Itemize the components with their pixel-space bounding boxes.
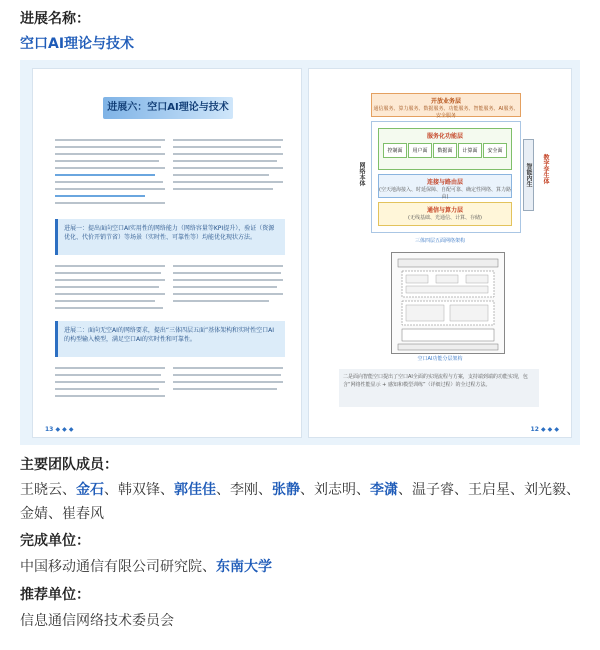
progress-title[interactable]: 空口AI理论与技术 (20, 36, 135, 52)
unit: 中国移动通信有限公司研究院 (20, 559, 202, 575)
left-heading: 进展六：空口AI理论与技术 (103, 97, 233, 119)
caption-function: 空口AI功能分层架构 (417, 356, 463, 362)
recommend-label: 推荐单位： (20, 587, 90, 603)
left-page (32, 68, 302, 438)
arch-control-plane: 控制面 (383, 143, 407, 158)
member-link[interactable]: 金石 (76, 482, 104, 498)
unit-link[interactable]: 东南大学 (216, 559, 272, 575)
member: 温子睿 (412, 482, 454, 498)
recommend-unit: 信息通信网络技术委员会 (20, 613, 174, 629)
member: 刘志明 (314, 482, 356, 498)
member: 金婧 (20, 506, 48, 522)
arch-infra-layer: 通信与算力层 (无线基础、光通信、计算、存储) (378, 202, 512, 226)
team-label: 主要团队成员： (20, 457, 118, 473)
progress-label: 进展名称： (20, 11, 90, 27)
arch-side-network: 网络本体 (358, 162, 365, 186)
member-link[interactable]: 张静 (272, 482, 300, 498)
right-page-note: 二是面向智能空口提出了空口AI全面的实现流程与方案，支持端到端的功能实现，包含“网络性能显示 + 感知和模型训练”（详细过程）的全过程方法。 (339, 369, 539, 407)
member: 王启星 (468, 482, 510, 498)
left-page-number: 13 ◆ ◆ ◆ (45, 426, 74, 433)
arch-open-service-layer: 开放业务层 通信服务、算力服务、数据服务、功能服务、智能服务、AI服务、安全服务 (371, 93, 521, 117)
member: 韩双锋 (118, 482, 160, 498)
arch-connection-layer: 连接与路由层 (空天地海接入、时延保障、自配可靠、确定性网络、算力路由) (378, 174, 512, 198)
arch-user-plane: 用户面 (408, 143, 432, 158)
arch-data-plane: 数据面 (433, 143, 457, 158)
right-page (308, 68, 572, 438)
callout-two: 进展二：面向无空AI的网络要求，提出“三体四层五面”基体架构和实时性空口AI的构型输入模型，满足空口AI的实时性和可靠性。 (55, 321, 285, 357)
right-page-number: 12 ◆ ◆ ◆ (530, 426, 559, 433)
caption-architecture: 三体四层五面网络架构 (414, 238, 465, 244)
arch-side-intelligence: 智能内生 (523, 139, 534, 211)
completion-label: 完成单位： (20, 533, 90, 549)
team-members: 王晓云、金石、韩双锋、郭佳佳、李刚、张静、刘志明、李潇、温子睿、王启星、刘光毅、金婧、崔春风 (20, 482, 580, 522)
member-link[interactable]: 郭佳佳 (174, 482, 216, 498)
ai-function-diagram (391, 252, 505, 354)
member: 王晓云 (20, 482, 62, 498)
completion-units: 中国移动通信有限公司研究院、东南大学 (20, 559, 272, 575)
arch-side-twin: 数字孪生体 (542, 154, 549, 184)
member: 李刚 (230, 482, 258, 498)
document-preview[interactable] (20, 60, 580, 445)
arch-main-block (371, 121, 521, 233)
arch-security-plane: 安全面 (483, 143, 507, 158)
arch-compute-plane: 计算面 (458, 143, 482, 158)
callout-one: 进展一：提出面向空口AI实用性的网络能力（网络容量等KPI提升），验证（资源优化、代价开销节省）等场景（实时性、可靠性等）均能优化现状方法。 (55, 219, 285, 255)
arch-service-layer: 服务化功能层 控制面 用户面 数据面 计算面 安全面 (378, 128, 512, 170)
member: 刘光毅 (524, 482, 566, 498)
member: 崔春风 (62, 506, 104, 522)
member-link[interactable]: 李潇 (370, 482, 398, 498)
